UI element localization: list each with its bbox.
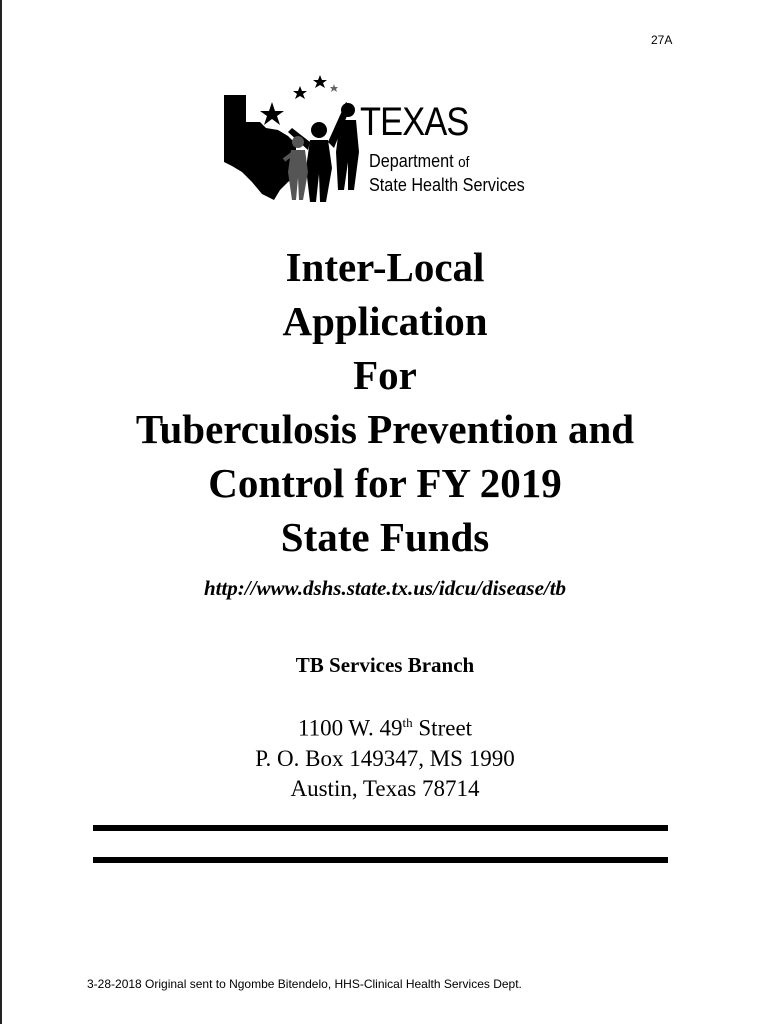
address-po-box: P. O. Box 149347, MS 1990	[255, 745, 515, 771]
title-line: For	[353, 352, 417, 398]
divider-rule-bottom	[93, 857, 668, 863]
street-ordinal: th	[402, 715, 413, 730]
branch-name: TB Services Branch	[295, 653, 475, 677]
title-line: Tuberculosis Prevention and	[135, 406, 635, 452]
dshs-logo	[222, 72, 562, 207]
page-number: 27A	[651, 33, 673, 47]
document-title	[0, 240, 770, 564]
logo-department-text: Department	[369, 151, 454, 171]
title-line: Application	[282, 298, 488, 344]
title-line: State Funds	[280, 514, 490, 560]
address-street	[0, 708, 770, 744]
logo-texas-text: TEXAS	[360, 100, 469, 144]
logo-agency-text: State Health Services	[369, 175, 525, 195]
logo-of-text: of	[458, 154, 470, 171]
mailing-address	[0, 708, 770, 804]
title-line: Control for FY 2019	[208, 460, 562, 506]
title-line: Inter-Local	[285, 244, 485, 290]
street-name: Street	[418, 715, 473, 741]
texas-figures-icon	[222, 72, 362, 207]
divider-rule-top	[93, 825, 668, 831]
address-city: Austin, Texas 78714	[290, 775, 480, 801]
footer-note: 3-28-2018 Original sent to Ngombe Bitendelo, HHS-Clinical Health Services Dept.	[87, 977, 522, 991]
logo-department-line	[369, 151, 469, 173]
street-number: 1100 W. 49	[297, 715, 403, 741]
website-url: http://www.dshs.state.tx.us/idcu/disease/tb	[203, 576, 567, 600]
